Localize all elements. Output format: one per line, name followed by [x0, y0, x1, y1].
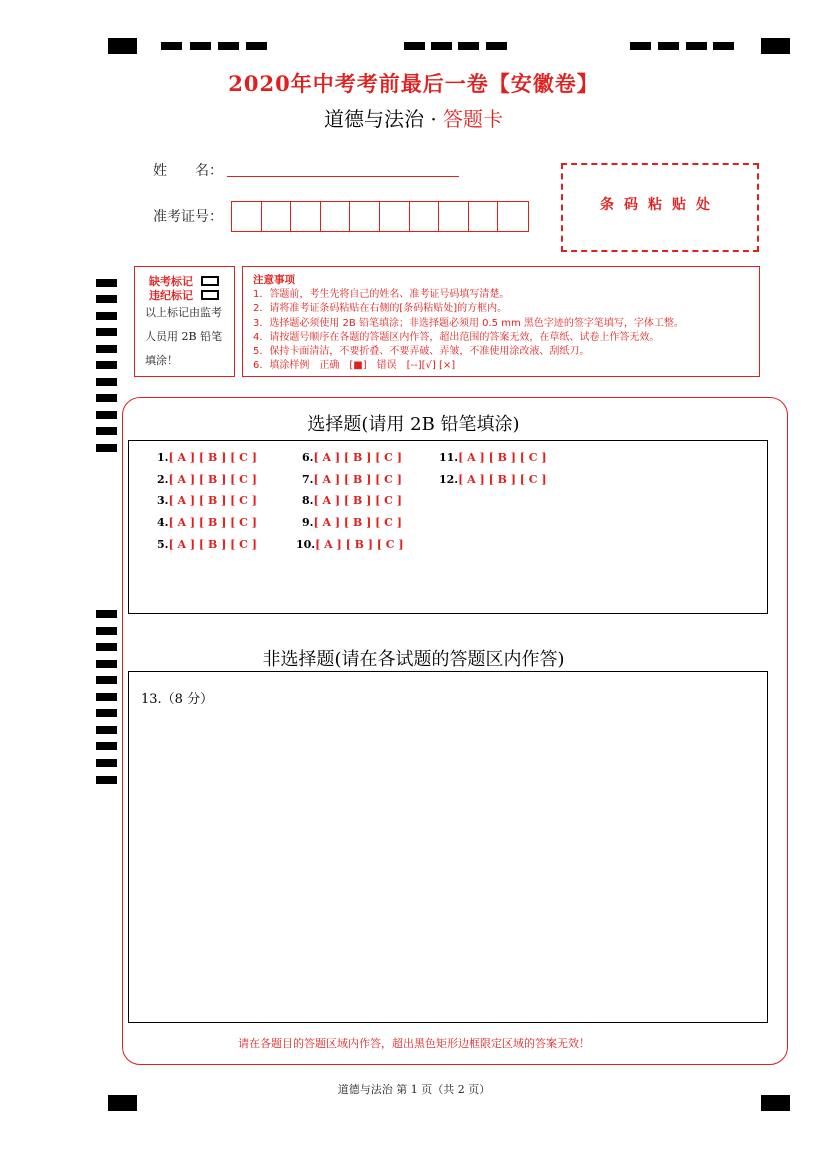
question-1[interactable]: 1.[ A ] [ B ] [ C ] — [157, 451, 257, 464]
timing-mark — [246, 42, 267, 50]
id-digit-cell[interactable] — [410, 202, 440, 231]
subject-name: 道德与法治 — [323, 107, 424, 131]
question-13-label: 13.（8 分） — [141, 692, 214, 707]
timing-mark — [96, 726, 117, 734]
question-5[interactable]: 5.[ A ] [ B ] [ C ] — [157, 538, 257, 551]
id-digit-cell[interactable] — [380, 202, 410, 231]
id-label: 准考证号： — [153, 209, 223, 225]
timing-mark — [96, 693, 117, 701]
mark-note: 以上标记由监考人员用 2B 铅笔填涂！ — [145, 306, 223, 367]
timing-mark — [96, 742, 117, 750]
timing-mark — [458, 42, 479, 50]
card-title — [0, 103, 827, 132]
notice-item: 6．填涂样例 正确 [■] 错误 [--][√] [×] — [253, 360, 456, 372]
question-12[interactable]: 12.[ A ] [ B ] [ C ] — [439, 473, 547, 486]
timing-mark — [96, 279, 117, 287]
timing-mark — [96, 610, 117, 618]
timing-mark — [431, 42, 452, 50]
name-label: 姓 名： — [153, 163, 223, 179]
timing-mark — [404, 42, 425, 50]
corner-mark-bottom-right — [761, 1095, 790, 1111]
exam-title: 2020年中考考前最后一卷【安徽卷】 — [228, 71, 599, 96]
question-2[interactable]: 2.[ A ] [ B ] [ C ] — [157, 473, 257, 486]
notice-box — [242, 266, 760, 377]
timing-mark — [486, 42, 507, 50]
title-dot: · — [430, 107, 437, 131]
timing-mark — [190, 42, 211, 50]
barcode-area — [561, 163, 759, 252]
question-3[interactable]: 3.[ A ] [ B ] [ C ] — [157, 494, 257, 507]
notice-title: 注意事项 — [253, 274, 295, 286]
question-10[interactable]: 10.[ A ] [ B ] [ C ] — [296, 538, 404, 551]
timing-mark — [96, 312, 117, 320]
card-label: 答题卡 — [443, 107, 504, 131]
timing-mark — [658, 42, 679, 50]
barcode-label: 条码粘贴处 — [600, 197, 720, 213]
id-digit-cell[interactable] — [469, 202, 499, 231]
notice-item: 3．选择题必须使用 2B 铅笔填涂；非选择题必须用 0.5 mm 黑色字迹的签字笔填写，字体工整。 — [253, 317, 684, 329]
timing-mark — [686, 42, 707, 50]
timing-mark — [96, 709, 117, 717]
id-digit-cell[interactable] — [498, 202, 528, 231]
notice-item: 5．保持卡面清洁，不要折叠、不要弄破、弄皱，不准使用涂改液、刮纸刀。 — [253, 346, 590, 358]
page-number: 道德与法治 第 1 页（共 2 页） — [337, 1083, 491, 1096]
timing-mark — [96, 378, 117, 386]
notice-item: 4．请按题号顺序在各题的答题区内作答，超出范围的答案无效，在草纸、试卷上作答无效。 — [253, 331, 660, 343]
timing-mark — [96, 345, 117, 353]
id-digit-cell[interactable] — [232, 202, 262, 231]
question-7[interactable]: 7.[ A ] [ B ] [ C ] — [302, 473, 402, 486]
timing-mark — [218, 42, 239, 50]
id-digit-cell[interactable] — [439, 202, 469, 231]
timing-mark — [96, 361, 117, 369]
timing-mark — [96, 328, 117, 336]
question-6[interactable]: 6.[ A ] [ B ] [ C ] — [302, 451, 402, 464]
question-11[interactable]: 11.[ A ] [ B ] [ C ] — [439, 451, 547, 464]
id-digit-cell[interactable] — [321, 202, 351, 231]
timing-mark — [96, 295, 117, 303]
timing-mark — [713, 42, 734, 50]
timing-mark — [96, 394, 117, 402]
open-answer-box[interactable] — [128, 671, 768, 1023]
timing-mark — [161, 42, 182, 50]
violation-mark-box[interactable] — [201, 290, 219, 300]
footer-warning: 请在各题目的答题区域内作答，超出黑色矩形边框限定区域的答案无效！ — [238, 1037, 590, 1050]
mark-box — [134, 266, 235, 377]
absent-mark-box[interactable] — [201, 276, 219, 286]
multiple-choice-box — [128, 440, 768, 614]
question-9[interactable]: 9.[ A ] [ B ] [ C ] — [302, 516, 402, 529]
timing-mark — [96, 627, 117, 635]
timing-mark — [96, 759, 117, 767]
timing-mark — [96, 444, 117, 452]
timing-mark — [96, 776, 117, 784]
question-4[interactable]: 4.[ A ] [ B ] [ C ] — [157, 516, 257, 529]
id-digit-cell[interactable] — [291, 202, 321, 231]
corner-mark-top-left — [108, 38, 137, 54]
notice-item: 2．请将准考证条码粘贴在右侧的[条码粘贴处]的方框内。 — [253, 303, 508, 315]
violation-mark-label: 违纪标记 — [149, 289, 193, 302]
id-digit-cell[interactable] — [262, 202, 292, 231]
exam-id-grid[interactable] — [231, 201, 529, 232]
name-field[interactable] — [227, 175, 459, 177]
corner-mark-bottom-left — [108, 1095, 137, 1111]
question-8[interactable]: 8.[ A ] [ B ] [ C ] — [302, 494, 402, 507]
notice-item: 1．答题前，考生先将自己的姓名、准考证号码填写清楚。 — [253, 289, 510, 300]
absent-mark-label: 缺考标记 — [149, 275, 193, 288]
timing-mark — [630, 42, 651, 50]
timing-mark — [96, 676, 117, 684]
id-digit-cell[interactable] — [350, 202, 380, 231]
mc-section-title: 选择题(请用 2B 铅笔填涂) — [307, 414, 520, 435]
open-section-title: 非选择题(请在各试题的答题区内作答) — [262, 649, 565, 670]
corner-mark-top-right — [761, 38, 790, 54]
